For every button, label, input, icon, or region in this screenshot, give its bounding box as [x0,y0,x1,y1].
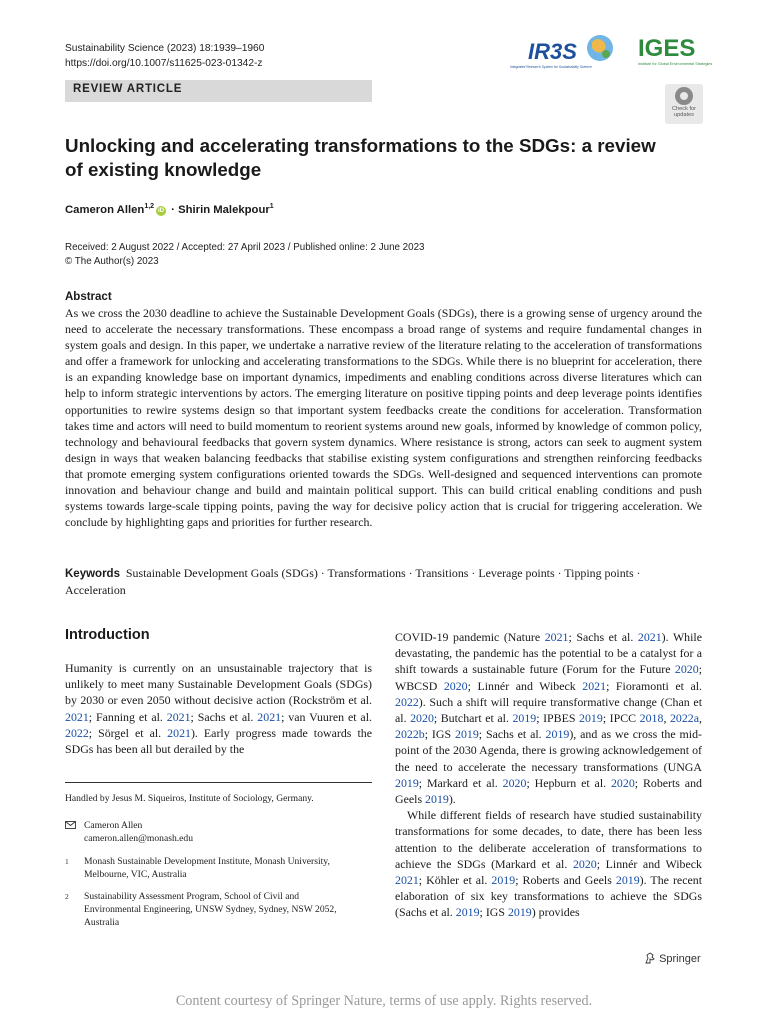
citation-link[interactable]: 2021 [167,725,191,740]
introduction-heading: Introduction [65,627,150,643]
author-name[interactable]: Cameron Allen [65,203,145,216]
publisher-logos [510,30,713,76]
intro-paragraph: Humanity is currently on an unsustainable trajectory that is unlikely to meet many Sustainable Development Goals (SDGs) by 2030 or even 2050 without decisive action (Rockström et al. 2021; Fanning et al. 2021; Sachs et al. 2021; van Vuuren et al. 2022; Sörgel et al. 2021). Early progress made towards the SDGs has been all but derailed by the [65,661,372,757]
citation-link[interactable]: 2021 [395,873,419,888]
citation-link[interactable]: 2019 [455,905,480,920]
corresponding-author [65,819,365,845]
abstract-heading: Abstract [65,291,112,303]
citation-link[interactable]: 2022b [395,727,425,742]
keywords [65,565,702,598]
ir3s-tagline: Integrated Research System for Sustainability Science [510,65,592,69]
springer-horse-icon [644,952,656,964]
citation-link[interactable]: 2020 [502,775,527,790]
citation-link[interactable]: 2019 [425,792,449,807]
citation-link[interactable]: 2021 [637,630,662,644]
handled-by-note: Handled by Jesus M. Siqueiros, Institute of Sociology, Germany. [65,793,314,804]
check-updates-label: Check for updates [672,106,696,118]
copyright-line: © The Author(s) 2023 [65,256,159,267]
check-updates-icon [675,87,693,105]
affiliation-1 [65,855,365,881]
publication-dates [65,241,424,269]
content-courtesy-footer: Content courtesy of Springer Nature, terms of use apply. Rights reserved. [175,993,593,1009]
iges-logo: IGES [638,35,696,62]
affiliation-text: Monash Sustainable Development Institute, Monash University, Melbourne, VIC, Australia [84,856,330,880]
corresponding-author-name: Cameron Allen [84,820,143,831]
author-name[interactable]: Shirin Malekpour [178,203,270,216]
citation-link[interactable]: 2021 [582,678,607,693]
keywords-text: Sustainable Development Goals (SDGs) · Transformations · Transitions · Leverage points · Tipping points · Acceleration [65,566,641,597]
check-for-updates-badge[interactable] [665,84,703,124]
citation-link[interactable]: 2019 [507,905,532,920]
affiliation-sup: 1,2 [144,203,155,210]
citation-link[interactable]: 2021 [166,709,191,724]
intro-column-1 [65,660,372,757]
springer-logo [644,952,701,965]
citation-link[interactable]: 2021 [257,709,282,724]
keywords-label: Keywords [65,568,120,580]
article-title: Unlocking and accelerating transformations to the SDGs: a review of existing knowledge [65,135,656,180]
citation-link[interactable]: 2020 [572,856,597,871]
abstract-text: As we cross the 2030 deadline to achieve the Sustainable Development Goals (SDGs), there is a growing sense of urgency around the need to accelerate the necessary transformations. These encompass a broad range of systems and require fundamental changes in system goals and design. In this paper, we undertake a narrative review of the literature relating to the acceleration of transformations and offer a framework for unlocking and accelerating transformations to the SDGs. While there is no blueprint for acceleration, there is an expanding knowledge base on important dynamics, impediments and enabling conditions across diverse literatures which can help to inform strategic interventions by actors. The emerging literature on positive tipping points and deep leverage points identifies opportunities to rewire systems design so that important system feedbacks create the conditions for acceleration. Transformation takes time and actors will need to build momentum to reorient systems around new goals, informed by knowledge of common policy, technology and behavioural feedbacks that govern system dynamics. Where resistance is strong, actors can seek to augment system design in ways that weaken balancing feedbacks that stabilise existing system configurations and strengthen reinforcing feedbacks that promote emerging system configurations oriented towards the SDGs. Well-designed and sequenced interventions can promote innovation and behaviour change and build and maintain political support. This can build critical enabling conditions and push systems towards large-scale tipping points, paving the way for decisive policy action that is crucial for triggering acceleration. We conclude by highlighting gaps and priorities for further research. [65,306,702,530]
citation-link[interactable]: 2021 [544,630,569,644]
citation-link[interactable]: 2018 [639,711,664,726]
citation-link[interactable]: 2019 [512,711,537,726]
citation-link[interactable]: 2019 [455,727,479,742]
author-line [65,203,274,216]
orcid-icon[interactable]: iD [158,207,165,214]
affiliation-2 [65,890,365,929]
affiliation-sup: 1 [269,203,274,210]
citation-link[interactable]: 2021 [65,709,89,724]
citation-link[interactable]: 2020 [443,678,468,693]
citation-link[interactable]: 2019 [579,711,603,726]
affiliation-number: 2 [65,892,69,901]
affiliation-text: Sustainability Assessment Program, School of Civil and Environmental Engineering, UNSW Sydney, Sydney, NSW 2052, Australia [84,891,337,928]
citation-link[interactable]: 2019 [545,727,570,742]
doi-link[interactable]: https://doi.org/10.1007/s11625-023-01342-z [65,58,263,69]
citation-link[interactable]: 2020 [410,711,434,726]
citation-link[interactable]: 2019 [491,873,516,888]
citation-link[interactable]: 2019 [615,873,640,888]
citation-link[interactable]: 2020 [674,662,699,677]
intro-paragraph: While different fields of research have studied sustainability transformations for some decades, to date, there has been less attention to the deliberate acceleration of transformations to achieve the SDGs (Markard et al. 2020; Linnér and Wibeck 2021; Köhler et al. 2019; Roberts and Geels 2019). The recent elaboration of six key transformations to achieve the SDGs (Sachs et al. 2019; IGS 2019) provides [395,808,702,920]
citation-link[interactable]: 2020 [610,775,635,790]
journal-header [65,41,264,71]
citation-link[interactable]: 2019 [395,775,419,790]
email-icon [65,821,76,829]
footnote-rule [65,782,372,783]
iges-tagline: Institute for Global Environmental Strategies [638,62,713,66]
article-type-label: REVIEW ARTICLE [73,83,183,95]
article-type-banner [65,80,372,102]
dates-line: Received: 2 August 2022 / Accepted: 27 April 2023 / Published online: 2 June 2023 [65,242,425,253]
affiliation-number: 1 [65,857,69,866]
springer-label: Springer [659,953,701,965]
citation-link[interactable]: 2022a [669,711,700,726]
journal-citation: Sustainability Science (2023) 18:1939–1960 [65,43,265,54]
intro-paragraph: COVID-19 pandemic (Nature 2021; Sachs et al. 2021). While devastating, the pandemic has the potential to be a catalyst for a shift towards a sustainable future (Forum for the Future 2020; WBCSD 2020; Linnér and Wibeck 2021; Fioramonti et al. 2022). Such a shift will require transformative change (Chan et al. 2020; Butchart et al. 2019; IPBES 2019; IPCC 2018, 2022a, 2022b; IGS 2019; Sachs et al. 2019), and as we cross the mid-point of the 2030 Agenda, there is growing acknowledgement of the need to accelerate the necessary transformations (UNGA 2019; Markard et al. 2020; Hepburn et al. 2020; Roberts and Geels 2019). [395,630,703,807]
citation-link[interactable]: 2022 [395,694,419,709]
ir3s-logo: IR3S [528,39,577,64]
author-separator: · [168,203,179,216]
intro-column-2 [395,629,702,921]
citation-link[interactable]: 2022 [65,725,89,740]
email-link[interactable]: cameron.allen@monash.edu [84,833,193,844]
